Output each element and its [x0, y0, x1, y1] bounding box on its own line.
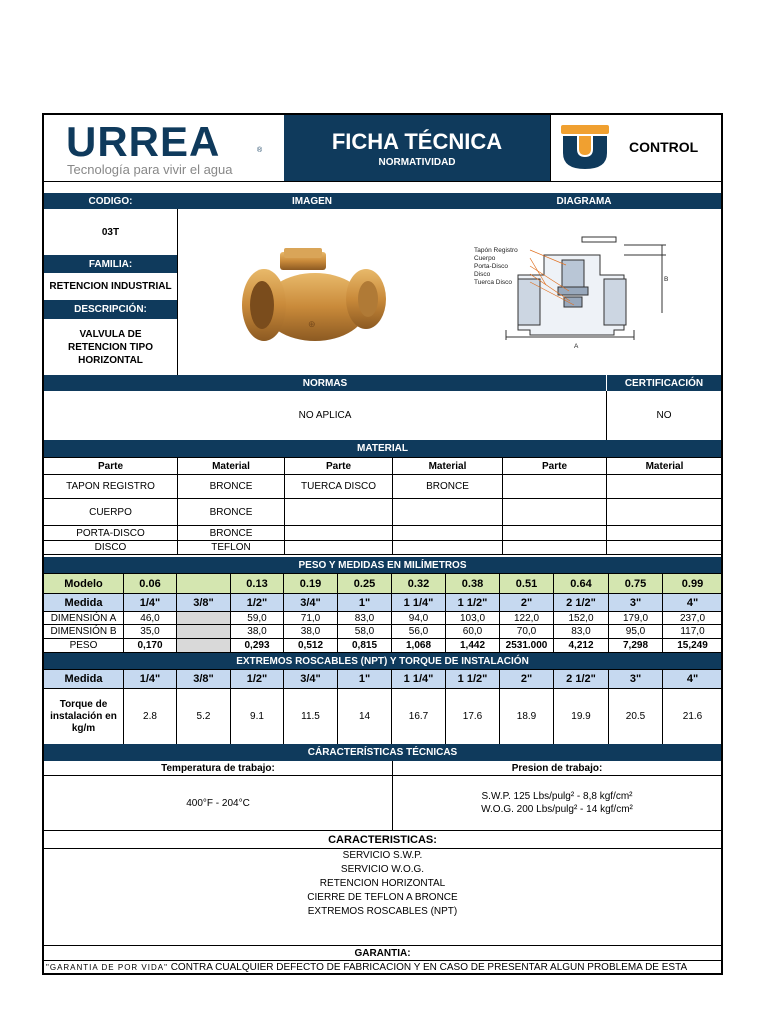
material-cell [503, 526, 607, 541]
torque-cell: 3/8" [177, 670, 231, 689]
technical-sheet [42, 113, 723, 975]
title-block [284, 115, 550, 181]
material-row [44, 541, 723, 555]
peso-cell: 94,0 [392, 612, 446, 625]
diagram-dim-b: B [664, 276, 669, 283]
peso-cell: 60,0 [446, 625, 500, 639]
peso-cell: 0.13 [231, 574, 284, 594]
peso-cell: 1/4" [124, 594, 177, 612]
peso-cell: 122,0 [500, 612, 554, 625]
control-brand-label: CONTROL [629, 139, 699, 155]
peso-cell: 0,512 [284, 639, 338, 653]
valve-product-image [240, 247, 390, 352]
torque-cell: 1" [338, 670, 392, 689]
material-cell [607, 541, 723, 555]
torque-label: Torque de instalación en kg/m [44, 689, 124, 745]
material-cell [285, 499, 393, 526]
peso-cell: 0,293 [231, 639, 284, 653]
peso-cell: 0.19 [284, 574, 338, 594]
peso-cell: 3" [609, 594, 663, 612]
image-cell [177, 209, 178, 375]
svg-text:⊕: ⊕ [308, 319, 316, 329]
material-cell [503, 499, 607, 526]
peso-cell: 70,0 [500, 625, 554, 639]
torque-cell: 2 1/2" [554, 670, 609, 689]
peso-cell: 0.32 [392, 574, 446, 594]
torque-cell: 2.8 [124, 689, 177, 745]
caracteristicas-header: CARACTERISTICAS: [44, 831, 721, 849]
peso-cell: 83,0 [338, 612, 392, 625]
peso-cell: 0,815 [338, 639, 392, 653]
diagram-dim-a: A [574, 343, 579, 350]
peso-cell [177, 639, 231, 653]
material-cell [285, 541, 393, 555]
temperatura-value: 400°F - 204°C [186, 797, 250, 809]
torque-cell: 1/4" [124, 670, 177, 689]
diagram-label-disco: Disco [474, 271, 491, 278]
material-cell: TAPON REGISTRO [44, 475, 178, 499]
peso-cell: 2" [500, 594, 554, 612]
torque-cell: 16.7 [392, 689, 446, 745]
material-row [44, 526, 723, 541]
material-cell [285, 526, 393, 541]
peso-cell: 1 1/2" [446, 594, 500, 612]
peso-cell: DIMENSIÓN B [44, 625, 124, 639]
peso-cell: PESO [44, 639, 124, 653]
material-cell [503, 541, 607, 555]
peso-cell: 4" [663, 594, 723, 612]
list-item: SERVICIO W.O.G. [340, 864, 425, 875]
caracteristicas-list [44, 849, 721, 945]
material-cell [393, 499, 503, 526]
peso-cell: 38,0 [231, 625, 284, 639]
peso-cell: 0.06 [124, 574, 177, 594]
peso-cell: 46,0 [124, 612, 177, 625]
temperatura-label: Temperatura de trabajo: [44, 761, 392, 776]
peso-cell: 3/4" [284, 594, 338, 612]
material-cell: TUERCA DISCO [285, 475, 393, 499]
material-cell: DISCO [44, 541, 178, 555]
torque-cell: 9.1 [231, 689, 284, 745]
material-cell: CUERPO [44, 499, 178, 526]
presion-values [392, 776, 721, 830]
peso-cell: 59,0 [231, 612, 284, 625]
torque-cell: 17.6 [446, 689, 500, 745]
brand-logo-area [44, 115, 284, 182]
medida-row [44, 594, 723, 612]
torque-cell: 20.5 [609, 689, 663, 745]
torque-cell: Medida [44, 670, 124, 689]
torque-cell: 1 1/4" [392, 670, 446, 689]
torque-cell: 19.9 [554, 689, 609, 745]
material-col-header: Material [607, 458, 723, 475]
peso-cell: 71,0 [284, 612, 338, 625]
descripcion-header: DESCRIPCIÓN: [44, 300, 177, 319]
familia-header: FAMILIA: [44, 255, 177, 273]
material-row [44, 499, 723, 526]
peso-cell: 1/2" [231, 594, 284, 612]
peso-cell: 0.51 [500, 574, 554, 594]
peso-cell: 1 1/4" [392, 594, 446, 612]
peso-row [44, 639, 723, 653]
material-col-header: Parte [503, 458, 607, 475]
codigo-value: 03T [101, 226, 120, 238]
material-cell [607, 499, 723, 526]
peso-cell: 35,0 [124, 625, 177, 639]
peso-cell: 4,212 [554, 639, 609, 653]
familia-value: RETENCION INDUSTRIAL [49, 281, 172, 292]
peso-table [43, 573, 723, 653]
presion-swp: S.W.P. 125 Lbs/pulg² - 8,8 kgf/cm² [481, 791, 633, 802]
peso-cell: 103,0 [446, 612, 500, 625]
peso-cell: 0.25 [338, 574, 392, 594]
peso-cell: 0.99 [663, 574, 723, 594]
peso-cell: 1,442 [446, 639, 500, 653]
torque-values-row [44, 689, 723, 745]
presion-wog: W.O.G. 200 Lbs/pulg² - 14 kgf/cm² [481, 804, 633, 815]
peso-cell [177, 625, 231, 639]
torque-header: EXTREMOS ROSCABLES (NPT) Y TORQUE DE INSTALACIÓN [44, 653, 721, 669]
garantia-text [46, 962, 719, 975]
peso-header: PESO Y MEDIDAS EN MILÍMETROS [44, 557, 721, 573]
diagram-label-tuerca: Tuerca Disco [474, 279, 513, 286]
peso-cell: 0.75 [609, 574, 663, 594]
header [44, 115, 721, 182]
diagram-label-porta-disco: Porta-Disco [474, 263, 508, 270]
peso-cell: 3/8" [177, 594, 231, 612]
material-header: MATERIAL [44, 440, 721, 457]
normas-value: NO APLICA [298, 410, 352, 421]
descripcion-value: VALVULA DE RETENCION TIPO HORIZONTAL [67, 328, 153, 366]
page-subtitle: NORMATIVIDAD [378, 156, 456, 168]
diagram-label-cuerpo: Cuerpo [474, 255, 496, 262]
torque-cell: 2" [500, 670, 554, 689]
peso-cell: 56,0 [392, 625, 446, 639]
peso-cell: 83,0 [554, 625, 609, 639]
torque-cell: 3" [609, 670, 663, 689]
dim-a-row [44, 612, 723, 625]
peso-cell [177, 574, 231, 594]
torque-cell: 21.6 [663, 689, 723, 745]
peso-cell: Medida [44, 594, 124, 612]
material-row [44, 475, 723, 499]
material-cell: BRONCE [178, 499, 285, 526]
urrea-logo: URREA [66, 118, 221, 165]
control-logo-icon [559, 123, 611, 173]
peso-cell: 0.38 [446, 574, 500, 594]
diagram-label-tapon: Tapón Registro [474, 247, 518, 254]
material-cell [607, 526, 723, 541]
peso-cell: 117,0 [663, 625, 723, 639]
torque-cell: 1/2" [231, 670, 284, 689]
peso-cell: 0.64 [554, 574, 609, 594]
certificacion-header: CERTIFICACIÓN [606, 375, 721, 391]
control-brand [550, 115, 721, 181]
peso-cell: Modelo [44, 574, 124, 594]
material-cell: PORTA-DISCO [44, 526, 178, 541]
torque-table [43, 669, 723, 745]
torque-cell: 18.9 [500, 689, 554, 745]
peso-cell: 7,298 [609, 639, 663, 653]
material-cell [607, 475, 723, 499]
torque-cell: 5.2 [177, 689, 231, 745]
material-header-row [44, 458, 723, 475]
normas-header: NORMAS [44, 375, 606, 391]
torque-medida-row [44, 670, 723, 689]
imagen-header: IMAGEN [177, 193, 447, 209]
material-cell [393, 526, 503, 541]
dim-b-row [44, 625, 723, 639]
material-cell: BRONCE [393, 475, 503, 499]
page-title: FICHA TÉCNICA [331, 128, 503, 154]
material-col-header: Material [393, 458, 503, 475]
material-cell [393, 541, 503, 555]
peso-cell: 179,0 [609, 612, 663, 625]
tagline: Tecnología para vivir el agua [67, 162, 233, 177]
peso-cell [177, 612, 231, 625]
torque-cell: 1 1/2" [446, 670, 500, 689]
peso-cell: 15,249 [663, 639, 723, 653]
material-table [43, 457, 723, 555]
list-item: SERVICIO S.W.P. [342, 850, 423, 861]
peso-cell: DIMENSIÓN A [44, 612, 124, 625]
torque-cell: 14 [338, 689, 392, 745]
codigo-header: CODIGO: [44, 193, 177, 209]
valve-cross-section-diagram [474, 235, 674, 365]
garantia-body: CONTRA CUALQUIER DEFECTO DE FABRICACION Y EN CASO DE PRESENTAR ALGUN PROBLEMA DE ESTA [167, 962, 688, 973]
peso-cell: 2 1/2" [554, 594, 609, 612]
material-cell: BRONCE [178, 475, 285, 499]
list-item: CIERRE DE TEFLON A BRONCE [307, 892, 458, 903]
list-item: EXTREMOS ROSCABLES (NPT) [307, 906, 458, 917]
list-item: RETENCION HORIZONTAL [319, 878, 446, 889]
peso-cell: 95,0 [609, 625, 663, 639]
peso-cell: 1,068 [392, 639, 446, 653]
peso-cell: 0,170 [124, 639, 177, 653]
garantia-header: GARANTIA: [44, 945, 721, 961]
diagrama-header: DIAGRAMA [447, 193, 721, 209]
material-col-header: Material [178, 458, 285, 475]
peso-cell: 58,0 [338, 625, 392, 639]
torque-cell: 3/4" [284, 670, 338, 689]
garantia-lead: "GARANTIA DE POR VIDA" [46, 963, 168, 972]
torque-cell: 11.5 [284, 689, 338, 745]
material-cell: TEFLON [178, 541, 285, 555]
torque-cell: 4" [663, 670, 723, 689]
peso-cell: 38,0 [284, 625, 338, 639]
material-col-header: Parte [44, 458, 178, 475]
caracteristicas-tecnicas-header: CÁRACTERÍSTICAS TÉCNICAS [44, 744, 721, 761]
peso-cell: 237,0 [663, 612, 723, 625]
logo-registered-mark: ® [257, 147, 263, 154]
presion-label: Presion de trabajo: [392, 761, 721, 776]
material-col-header: Parte [285, 458, 393, 475]
peso-cell: 2531.000 [500, 639, 554, 653]
certificacion-value: NO [606, 391, 721, 440]
divider [44, 182, 721, 193]
peso-cell: 1" [338, 594, 392, 612]
material-cell [503, 475, 607, 499]
material-cell: BRONCE [178, 526, 285, 541]
peso-cell: 152,0 [554, 612, 609, 625]
modelo-row [44, 574, 723, 594]
